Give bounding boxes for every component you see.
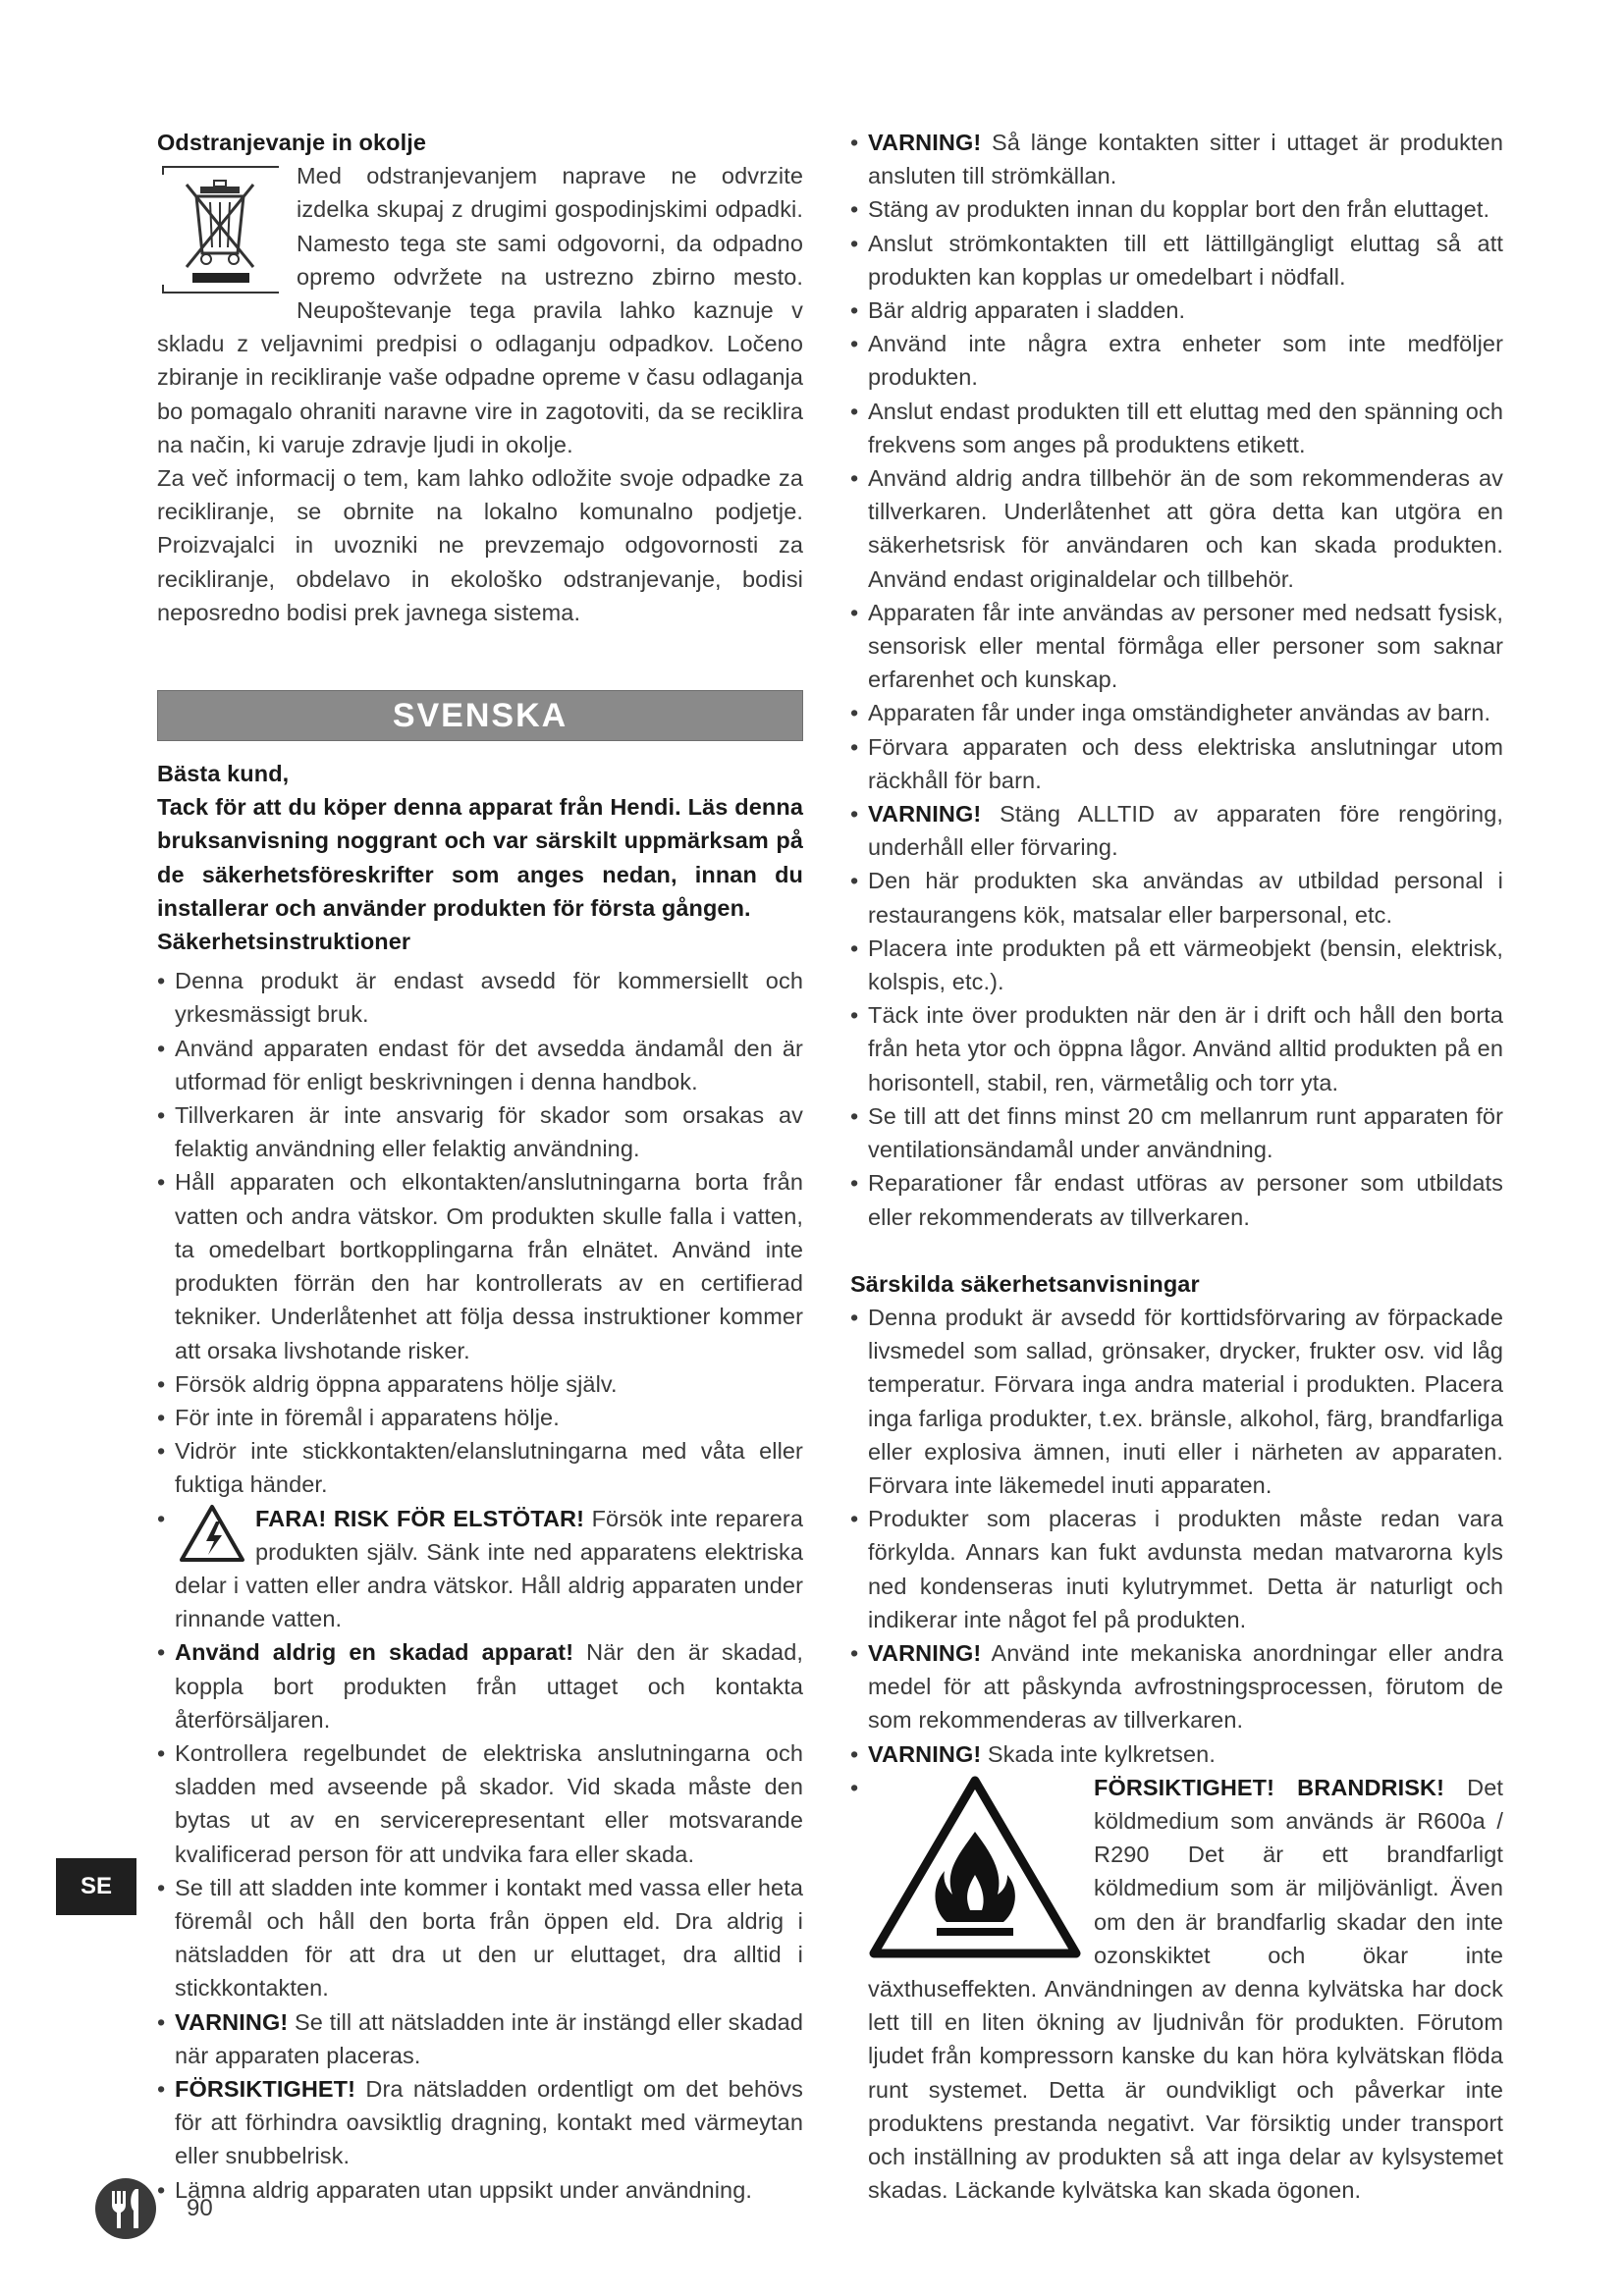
section-title-disposal: Odstranjevanje in okolje — [157, 130, 427, 155]
list-item: • Se till att sladden inte kommer i kontakt med vassa eller heta föremål och håll den borta från öppen eld. Dra aldrig i nätsladden för att dra ut den ur eluttaget, dra alltid i stickkontakten. — [157, 1871, 803, 2005]
warning-label: VARNING! — [868, 1740, 982, 1767]
section-title-safety: Säkerhetsinstruktioner — [157, 929, 411, 955]
weee-bin-icon — [157, 163, 285, 304]
list-item: • Vidrör inte stickkontakten/elanslutningarna med våta eller fuktiga händer. — [157, 1434, 803, 1501]
list-item — [157, 1502, 803, 1636]
cutlery-icon — [94, 2177, 157, 2240]
special-safety-list — [850, 1301, 1503, 2207]
warning-text: Stäng ALLTID av apparaten före rengöring, underhåll eller förvaring. — [868, 801, 1503, 861]
list-item — [850, 1771, 1503, 2208]
danger-label: FARA! RISK FÖR ELSTÖTAR! — [255, 1505, 585, 1531]
left-column — [157, 126, 803, 2207]
list-item: • Tillverkaren är inte ansvarig för skador som orsakas av felaktig användning eller felaktig användning. — [157, 1098, 803, 1165]
warning-label: VARNING! — [868, 801, 982, 828]
caution-label: FÖRSIKTIGHET! — [175, 2075, 356, 2102]
warning-label: VARNING! — [868, 1639, 982, 1666]
section-title-special-safety: Särskilda säkerhetsanvisningar — [850, 1270, 1200, 1297]
disposal-paragraph-2: Za več informacij o tem, kam lahko odložite svoje odpadke za recikliranje, se obrnite na lokalno komunalno podjetje. Proizvajalci in uvozniki ne prevzemajo odgovornosti za recikliranje, obdelavo in ekološko odstranjevanje, bodisi neposredno bodisi prek javnega sistema. — [157, 465, 803, 625]
disposal-paragraph-1: Med odstranjevanjem naprave ne odvrzite izdelka skupaj z drugimi gospodinjskimi odpadki. Namesto tega ste sami odgovorni, da odpadno opremo odvržete na ustrezno zbirno mesto. Neupoštevanje tega pravila lahko kaznuje v skladu z veljavnimi predpisi o odlaganju odpadkov. Ločeno zbiranje in recikliranje vaše odpadne opreme v času odlaganja bo pomagalo ohraniti naravne vire in zagotoviti, da se reciklira na način, ki varuje zdravje ljudi in okolje. — [157, 163, 803, 457]
list-item: • Täck inte över produkten när den är i drift och håll den borta från heta ytor och öppna lågor. Använd alltid produkten på en horisontell, stabil, ren, värmetålig och torr yta. — [850, 998, 1503, 1099]
list-item: • Apparaten får inte användas av personer med nedsatt fysisk, sensorisk eller mental förmåga eller personer som saknar erfarenhet och kunskap. — [850, 596, 1503, 697]
list-item — [157, 2005, 803, 2072]
flammable-hazard-icon — [868, 1773, 1082, 1959]
list-item: • Reparationer får endast utföras av personer som utbildats eller rekommenderats av tillverkaren. — [850, 1166, 1503, 1233]
list-item: • Apparaten får under inga omständigheter användas av barn. — [850, 696, 1503, 729]
list-item — [850, 126, 1503, 192]
page-number: 90 — [187, 2195, 213, 2221]
danger-text: Försök inte reparera produkten själv. Sänk inte ned apparatens elektriska delar i vatten eller andra vätskor. Håll aldrig apparaten under rinnande vatten. — [175, 1505, 803, 1632]
safety-list-continued — [850, 126, 1503, 1234]
warning-label: Använd aldrig en skadad apparat! — [175, 1639, 574, 1666]
list-item: • Anslut strömkontakten till ett lättillgängligt eluttag så att produkten kan kopplas ur omedelbart i nödfall. — [850, 227, 1503, 294]
caution-text: Det köldmedium som används är R600a / R290 Det är ett brandfarligt köldmedium som är miljövänligt. Även om den är brandfarlig skadar den inte ozonskiktet och ökar inte växthuseffekten. Användningen av denna kylvätska har dock lett till en liten ökning av ljudnivån för produkten. Förutom ljudet från kompressorn kanske du kan höra kylvätskan flöda runt systemet. Detta är oundvikligt och påverkar inte produktens prestanda negativt. Var försiktig under transport och inställning av produkten så att inga delar av kylsystemet skadas. Läckande kylvätska kan skada ögonen. — [868, 1774, 1503, 2204]
list-item: • Bär aldrig apparaten i sladden. — [850, 294, 1503, 327]
list-item: • Produkter som placeras i produkten måste redan vara förkylda. Annars kan fukt avdunsta medan matvarorna kyls ned kondenseras inuti kylutrymmet. Detta är naturligt och indikerar inte något fel på produkten. — [850, 1502, 1503, 1636]
spacer — [850, 1234, 1503, 1267]
language-section-bar: SVENSKA — [157, 690, 803, 741]
list-item: • Den här produkten ska användas av utbildad personal i restaurangens kök, matsalar eller barpersonal, etc. — [850, 864, 1503, 931]
list-item: • Lämna aldrig apparaten utan uppsikt under användning. — [157, 2173, 803, 2207]
warning-label: VARNING! — [175, 2008, 289, 2035]
list-item: • Stäng av produkten innan du kopplar bort den från eluttaget. — [850, 192, 1503, 226]
caution-text: Dra nätsladden ordentligt om det behövs för att förhindra oavsiktlig dragning, kontakt med värmeytan eller snubbelrisk. — [175, 2075, 803, 2169]
caution-label: FÖRSIKTIGHET! BRANDRISK! — [1094, 1774, 1445, 1800]
list-item: • Se till att det finns minst 20 cm mellanrum runt apparaten för ventilationsändamål under användning. — [850, 1099, 1503, 1166]
list-item — [850, 797, 1503, 864]
list-item: • Anslut endast produkten till ett eluttag med den spänning och frekvens som anges på produktens etikett. — [850, 395, 1503, 461]
list-item: • Denna produkt är endast avsedd för kommersiellt och yrkesmässigt bruk. — [157, 964, 803, 1031]
list-item: • Placera inte produkten på ett värmeobjekt (bensin, elektrisk, kolspis, etc.). — [850, 932, 1503, 998]
greeting: Bästa kund, — [157, 761, 290, 787]
right-column — [850, 126, 1503, 2207]
list-item — [157, 1635, 803, 1736]
warning-label: VARNING! — [868, 130, 982, 155]
warning-text: Använd inte mekaniska anordningar eller andra medel för att påskynda avfrostningsprocessen, förutom de som rekommenderas av tillverkaren. — [868, 1639, 1503, 1734]
list-item: • Förvara apparaten och dess elektriska anslutningar utom räckhåll för barn. — [850, 730, 1503, 797]
list-item: • Kontrollera regelbundet de elektriska anslutningarna och sladden med avseende på skador. Vid skada måste den bytas ut av en servicerepresentant eller motsvarande kvalificerad person för att undvika fara eller skada. — [157, 1736, 803, 1871]
warning-text: Skada inte kylkretsen. — [981, 1740, 1216, 1767]
electric-hazard-icon — [179, 1504, 245, 1563]
list-item: • Håll apparaten och elkontakten/anslutningarna borta från vatten och andra vätskor. Om produkten skulle falla i vatten, ta omedelbart bortkopplingarna från elnätet. Använd inte produkten förrän den har kontrollerats av en certifierad tekniker. Underlåtenhet att följa dessa instruktioner kommer att orsaka livshotande risker. — [157, 1165, 803, 1366]
list-item: • Försök aldrig öppna apparatens hölje själv. — [157, 1367, 803, 1401]
language-tab: SE — [56, 1858, 136, 1915]
list-item: • Använd apparaten endast för det avsedda ändamål den är utformad för enligt beskrivningen i denna handbok. — [157, 1032, 803, 1098]
disposal-block — [157, 159, 803, 461]
warning-text: När den är skadad, koppla bort produkten från uttaget och kontakta återförsäljaren. — [175, 1639, 803, 1733]
list-item: • För inte in föremål i apparatens hölje. — [157, 1401, 803, 1434]
list-item — [850, 1737, 1503, 1771]
list-item: • Använd inte några extra enheter som inte medföljer produkten. — [850, 327, 1503, 394]
intro-paragraph: Tack för att du köper denna apparat från Hendi. Läs denna bruksanvisning noggrant och var särskilt uppmärksam på de säkerhetsföreskrifter som anges nedan, innan du installerar och använder produkten för första gången. — [157, 794, 803, 921]
warning-text: Så länge kontakten sitter i uttaget är produkten ansluten till strömkällan. — [868, 130, 1503, 189]
list-item — [157, 2072, 803, 2173]
list-item: • Använd aldrig andra tillbehör än de som rekommenderas av tillverkaren. Underlåtenhet att göra detta kan utgöra en säkerhetsrisk för användaren och kan skada produkten. Använd endast originaldelar och tillbehör. — [850, 461, 1503, 596]
list-item — [850, 1636, 1503, 1737]
list-item: • Denna produkt är avsedd för korttidsförvaring av förpackade livsmedel som sallad, grönsaker, drycker, frukter osv. vid låg temperatur. Förvara inga andra material i produkten. Placera inga farliga produkter, t.ex. bränsle, alkohol, färg, brandfarliga eller explosiva ämnen, inuti eller i närheten av apparaten. Förvara inte läkemedel inuti apparaten. — [850, 1301, 1503, 1502]
warning-text: Se till att nätsladden inte är instängd eller skadad när apparaten placeras. — [175, 2008, 803, 2068]
safety-list — [157, 964, 803, 2207]
